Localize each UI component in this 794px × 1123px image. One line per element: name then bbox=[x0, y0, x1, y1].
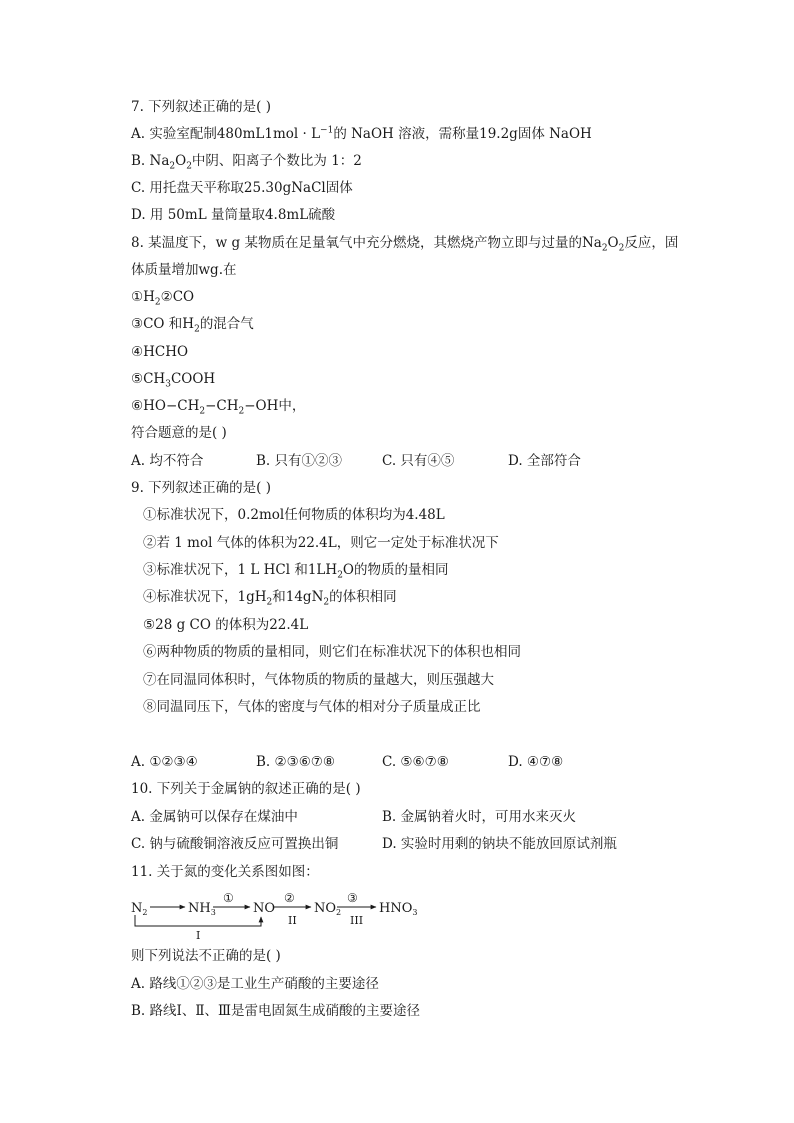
question-8-stem-continued: 体质量增加wg.在 bbox=[131, 262, 237, 278]
question-9-stem: 9. 下列叙述正确的是( ) bbox=[131, 480, 271, 496]
question-7-option-d: D. 用 50mL 量筒量取4.8mL硫酸 bbox=[131, 207, 336, 223]
nitrogen-conversion-diagram bbox=[131, 888, 431, 940]
question-8-option-b: B. 只有①②③ bbox=[256, 453, 343, 469]
step-2-label: ② bbox=[284, 891, 295, 905]
question-8-option-c: C. 只有④⑤ bbox=[382, 453, 455, 469]
question-9-statement-6: ⑥两种物质的物质的量相同，则它们在标准状况下的体积也相同 bbox=[143, 644, 521, 660]
question-10-option-a: A. 金属钠可以保存在煤油中 bbox=[131, 809, 298, 825]
question-7-option-a: A. 实验室配制$480mL1mol \cdot L^{-1}$的 NaOH 溶液，需称量19.2g固体 NaOH bbox=[131, 125, 592, 142]
question-10-option-c: C. 钠与硫酸铜溶液反应可置换出铜 bbox=[131, 836, 339, 852]
question-10-stem: 10. 下列关于金属钠的叙述正确的是( ) bbox=[131, 781, 361, 797]
question-8-stem: 8. 某温度下，w g 某物质在足量氧气中充分燃烧，其燃烧产物立即与过量的$Na_2O_2$反应，固 bbox=[131, 235, 679, 254]
question-7-stem: 7. 下列叙述正确的是( ) bbox=[131, 99, 271, 115]
question-8-item-3: ③CO 和$H_2$的混合气 bbox=[131, 316, 254, 335]
question-11-option-b: B. 路线Ⅰ、Ⅱ、Ⅲ是雷电固氮生成硝酸的主要途径 bbox=[131, 1003, 421, 1019]
question-8-option-d: D. 全部符合 bbox=[508, 453, 581, 469]
no2-label: $NO_2$ bbox=[314, 901, 342, 917]
route-1-label: I bbox=[196, 929, 201, 940]
question-7-option-b: B. $Na_2O_2$中阴、阳离子个数比为 1：2 bbox=[131, 153, 362, 172]
n2-label: $N_2$ bbox=[131, 901, 148, 917]
route-2-label: II bbox=[288, 914, 297, 927]
question-8-item-1-2: $①H_2②CO$ bbox=[131, 289, 195, 308]
question-9-statement-8: ⑧同温同压下，气体的密度与气体的相对分子质量成正比 bbox=[143, 699, 481, 715]
question-10-option-d: D. 实验时用剩的钠块不能放回原试剂瓶 bbox=[382, 836, 617, 852]
question-8-item-5: $⑤CH_3COOH$ bbox=[131, 371, 216, 390]
question-11-ask: 则下列说法不正确的是( ) bbox=[131, 948, 281, 964]
step-1-label: ① bbox=[223, 891, 234, 905]
question-9-option-a: A. ①②③④ bbox=[131, 754, 198, 770]
nh3-label: $NH_3$ bbox=[188, 901, 216, 917]
question-8-item-4: ④HCHO bbox=[131, 344, 189, 360]
route-3-label: III bbox=[350, 914, 364, 927]
question-9-option-b: B. ②③⑥⑦⑧ bbox=[256, 754, 336, 770]
question-7-option-c: C. 用托盘天平称取25.30gNaCl固体 bbox=[131, 180, 353, 196]
question-8-item-6: $⑥HO-CH_2-CH_2-OH$中， bbox=[131, 398, 306, 417]
hno3-label: $HNO_3$ bbox=[379, 901, 418, 917]
question-11-stem: 11. 关于氮的变化关系图如图： bbox=[131, 864, 319, 880]
question-9-option-d: D. ④⑦⑧ bbox=[508, 754, 564, 770]
no-label: NO bbox=[253, 901, 276, 916]
question-8-option-a: A. 均不符合 bbox=[131, 453, 204, 469]
question-9-statement-1: ①标准状况下，0.2mol任何物质的体积均为4.48L bbox=[143, 507, 445, 523]
question-11-option-a: A. 路线①②③是工业生产硝酸的主要途径 bbox=[131, 976, 379, 992]
question-10-option-b: B. 金属钠着火时，可用水来灭火 bbox=[382, 809, 577, 825]
question-9-option-c: C. ⑤⑥⑦⑧ bbox=[382, 754, 449, 770]
question-9-statement-7: ⑦在同温同体积时，气体物质的物质的量越大，则压强越大 bbox=[143, 672, 494, 688]
step-3-label: ③ bbox=[347, 891, 358, 905]
question-8-ask: 符合题意的是( ) bbox=[131, 425, 227, 441]
question-9-statement-3: ③标准状况下，1 L HCl 和$1LH_2O$的物质的量相同 bbox=[143, 562, 449, 581]
question-9-statement-4: ④标准状况下，$1gH_2$和$14gN_2$的体积相同 bbox=[143, 589, 397, 608]
question-9-statement-5: ⑤28 g CO 的体积为22.4L bbox=[143, 617, 309, 633]
route-1-bracket bbox=[135, 915, 261, 926]
question-9-statement-2: ②若 1 mol 气体的体积为22.4L，则它一定处于标准状况下 bbox=[143, 535, 499, 551]
